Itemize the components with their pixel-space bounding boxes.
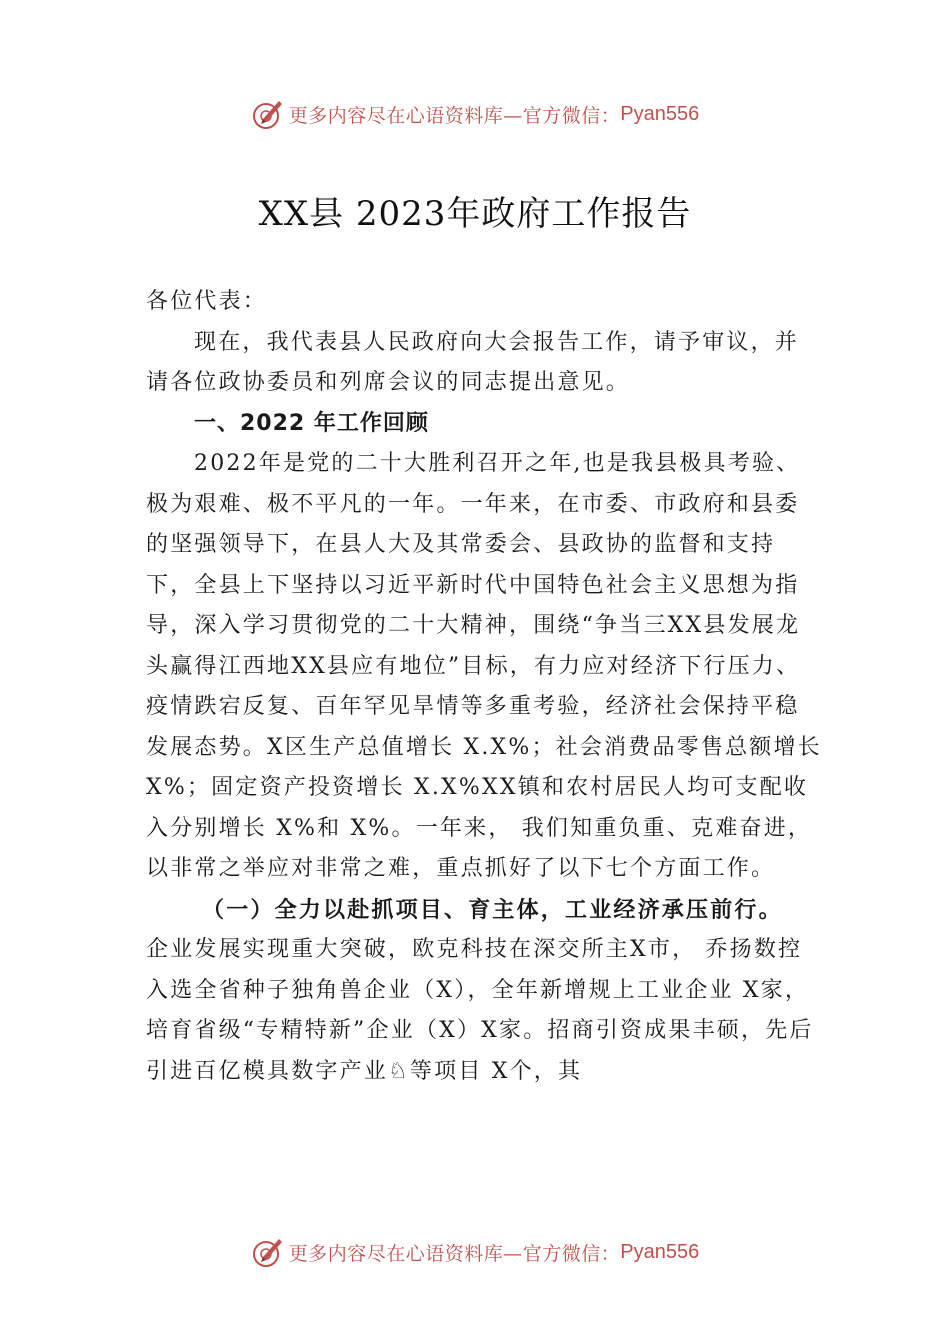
subsection-paragraph: 企业发展实现重大突破，欧克科技在深交所主X市， 乔扬数控入选全省种子独角兽企业（X），全年新增规上工业企业 X家，培育省级“专精特新”企业（X）X家。招商引资成果丰硕，先后引进百亿模具数字产业♘等项目 X个，其 — [146, 937, 814, 1084]
salutation: 各位代表： — [146, 289, 268, 314]
watermark-text: 更多内容尽在心语资料库—官方微信： — [288, 104, 621, 127]
subsection-heading: （一）全力以赴抓项目、育主体，工业经济承压前行。 — [202, 896, 783, 923]
watermark-wechat-id: Pyan556 — [620, 102, 700, 125]
watermark-text: 更多内容尽在心语资料库—官方微信： — [288, 1242, 621, 1265]
pen-circle-logo-icon — [251, 1235, 285, 1269]
pen-circle-logo-icon — [251, 97, 285, 131]
watermark-wechat-id: Pyan556 — [620, 1240, 700, 1263]
watermark-banner-top — [0, 94, 950, 134]
section-paragraph: 2022年是党的二十大胜利召开之年,也是我县极具考验、极为艰难、极不平凡的一年。一年来，在市委、市政府和县委的坚强领导下，在县人大及其常委会、县政协的监督和支持下，全县上下坚持以习近平新时代中国特色社会主义思想为指导，深入学习贯彻党的二十大精神，围绕“争当三XX县发展龙头赢得江西地XX县应有地位”目标，有力应对经济下行压力、疫情跌宕反复、百年罕见旱情等多重考验，经济社会保持平稳发展态势。X区生产总值增长 X.X%；社会消费品零售总额增长 X%；固定资产投资增长 X.X%XX镇和农村居民人均可支配收入分别增长 X%和 X%。一年来， 我们知重负重、克难奋进，以非常之举应对非常之难，重点抓好了以下七个方面工作。 — [146, 451, 822, 881]
document-title: XX县 2023年政府工作报告 — [258, 194, 692, 234]
document-body — [146, 282, 822, 1092]
watermark-banner-bottom — [0, 1232, 950, 1272]
section-heading: 一、2022 年工作回顾 — [194, 410, 429, 436]
intro-paragraph: 现在，我代表县人民政府向大会报告工作，请予审议，并请各位政协委员和列席会议的同志提出意见。 — [146, 329, 800, 395]
